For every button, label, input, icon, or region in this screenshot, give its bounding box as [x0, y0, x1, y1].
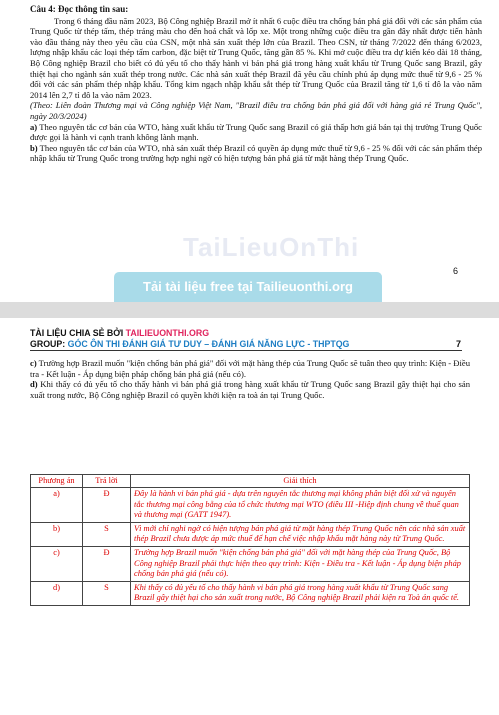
group-prefix: GROUP:: [30, 339, 68, 349]
table-row: [31, 546, 470, 581]
header-explanation: Giải thích: [131, 475, 470, 488]
statement-d-label: d): [30, 379, 38, 390]
statement-a: [30, 122, 482, 143]
group-name-link[interactable]: GÓC ÔN THI ĐÁNH GIÁ TƯ DUY – ĐÁNH GIÁ NĂNG LỰC - THPTQG: [67, 339, 350, 349]
row-explanation: Khi thấy có đủ yếu tố cho thấy hành vi bán phá giá trong hàng xuất khẩu từ Trung Quốc sang Brazil gây thiệt hại cho sản xuất trong nước, Bộ Công nghiệp Brazil phải kiện ra Toà án quốc tế.: [131, 581, 470, 605]
header-answer: Trả lời: [83, 475, 131, 488]
statement-a-text: Theo nguyên tắc cơ bản của WTO, hàng xuất khẩu từ Trung Quốc sang Brazil có giá thấp hơn giá bán tại thị trường Trung Quốc được gọi là hành vi cạnh tranh không lành mạnh.: [30, 121, 482, 143]
table-row: [31, 522, 470, 546]
header-line-1: [30, 328, 209, 338]
header-option: Phương án: [31, 475, 83, 488]
question-block: [30, 4, 482, 164]
document-page-7: [0, 318, 499, 715]
row-option: d): [31, 581, 83, 605]
header-divider: [30, 350, 462, 351]
row-option: c): [31, 546, 83, 581]
statement-b-text: Theo nguyên tắc cơ bản của WTO, nhà sản xuất thép Brazil có quyền áp dụng mức thuế từ 9,6 - 25 % đối với các sản phẩm thép nhập khẩu từ Trung Quốc trong trường hợp nghi ngờ có hiện tượng bán phá giá từ mặt hàng thép Trung Quốc.: [30, 142, 482, 164]
watermark-logo: TaiLieuOnThi: [183, 232, 360, 262]
page-separator: [0, 302, 499, 318]
header-prefix: TÀI LIỆU CHIA SẺ BỞI: [30, 328, 126, 338]
statements-block: [30, 358, 470, 400]
table-row: [31, 581, 470, 605]
download-banner[interactable]: Tải tài liệu free tại Tailieuonthi.org: [114, 272, 382, 302]
question-title: Câu 4: Đọc thông tin sau:: [30, 4, 129, 14]
row-explanation: Đây là hành vi bán phá giá - dựa trên nguyên tắc thương mại không phân biệt đối xử và nguyên tắc thương mại công bằng của tổ chức thương mại WTO (điều III -Hiệp định chung về thuế quan và thương mại (GATT 1947).: [131, 488, 470, 523]
statement-c-label: c): [30, 358, 37, 368]
row-answer: S: [83, 522, 131, 546]
page-number: 7: [456, 339, 462, 349]
row-answer: S: [83, 581, 131, 605]
statement-c: [30, 358, 470, 379]
row-explanation: Trường hợp Brazil muốn "kiện chống bán phá giá" đối với mặt hàng thép của Trung Quốc, Bộ Công nghiệp Brazil phải thực hiện theo quy trình: Kiện - Điều tra - Kết luận - Áp dụng biện pháp chống bán phá giá (nếu có).: [131, 546, 470, 581]
statement-b: [30, 143, 482, 164]
table-row: [31, 488, 470, 523]
header-brand-link[interactable]: TAILIEUONTHI.ORG: [125, 328, 210, 338]
reading-paragraph: Trong 6 tháng đầu năm 2023, Bộ Công nghiệp Brazil mở ít nhất 6 cuộc điều tra chống bán phá giá đối với các sản phẩm của Trung Quốc từ thép tấm, thép tráng màu cho đến hoá chất và lốp xe. Một trong những cuộc điều tra gần đây nhất được tiến hành vào đầu tháng này theo yêu cầu của CSN, một nhà sản xuất thép lớn của Brazil. Theo CSN, từ tháng 7/2022 đến tháng 6/2023, lượng nhập khẩu các loại thép tấm carbon, đặc biệt từ Trung Quốc, tăng gần 85 %. Khi mở cuộc điều tra dự kiến kéo dài 18 tháng, Bộ Công nghiệp Brazil cho biết có đủ yếu tố cho thấy hành vi bán phá giá trong hàng xuất khẩu từ Trung Quốc sang Brazil, gây thiệt hại cho ngành sản xuất thép trong nước. Các nhà sản xuất thép Brazil đã yêu cầu chính phủ áp dụng mức thuế từ 9,6 - 25 % đối với các sản phẩm thép nhập khẩu. Tổng kim ngạch nhập khẩu sắt thép từ Trung Quốc của Brazil tăng từ 1,6 tỉ đô la vào năm 2014 lên 2,7 tỉ đô la vào năm 2023.: [30, 15, 482, 100]
page-number: 6: [453, 266, 459, 276]
row-answer: Đ: [83, 546, 131, 581]
statement-b-label: b): [30, 142, 38, 153]
statement-d: [30, 379, 470, 400]
header-line-2: [30, 339, 349, 349]
statement-d-text: Khi thấy có đủ yếu tố cho thấy hành vi bán phá giá trong hàng xuất khẩu từ Trung Quốc sang Brazil gây thiệt hại cho sản xuất trong nước, Bộ Công nghiệp Brazil có quyền khởi kiện ra toà án tại Trung Quốc.: [30, 379, 470, 400]
table-header-row: [31, 475, 470, 488]
answer-table: [30, 474, 470, 606]
document-page-6: [0, 0, 499, 302]
row-option: a): [31, 488, 83, 523]
source-citation: (Theo: Liên đoàn Thương mại và Công nghiệp Việt Nam, "Brazil điều tra chống bán phá giá đối với hàng giá rẻ Trung Quốc", ngày 20/3/2024): [30, 100, 482, 121]
row-answer: Đ: [83, 488, 131, 523]
row-option: b): [31, 522, 83, 546]
statement-a-label: a): [30, 121, 38, 132]
row-explanation: Vì mới chỉ nghi ngờ có hiện tượng bán phá giá từ mặt hàng thép Trung Quốc nên các nhà sản xuất thép Brazil chưa được áp mức thuế để hạn chế việc nhập khẩu mặt hàng này từ Trung Quốc.: [131, 522, 470, 546]
statement-c-text: Trường hợp Brazil muốn "kiện chống bán phá giá" đối với mặt hàng thép của Trung Quốc sẽ tuân theo quy trình: Kiện - Điều tra - Kết luận - Áp dụng biện pháp chống bán phá giá (nếu có).: [30, 358, 470, 379]
